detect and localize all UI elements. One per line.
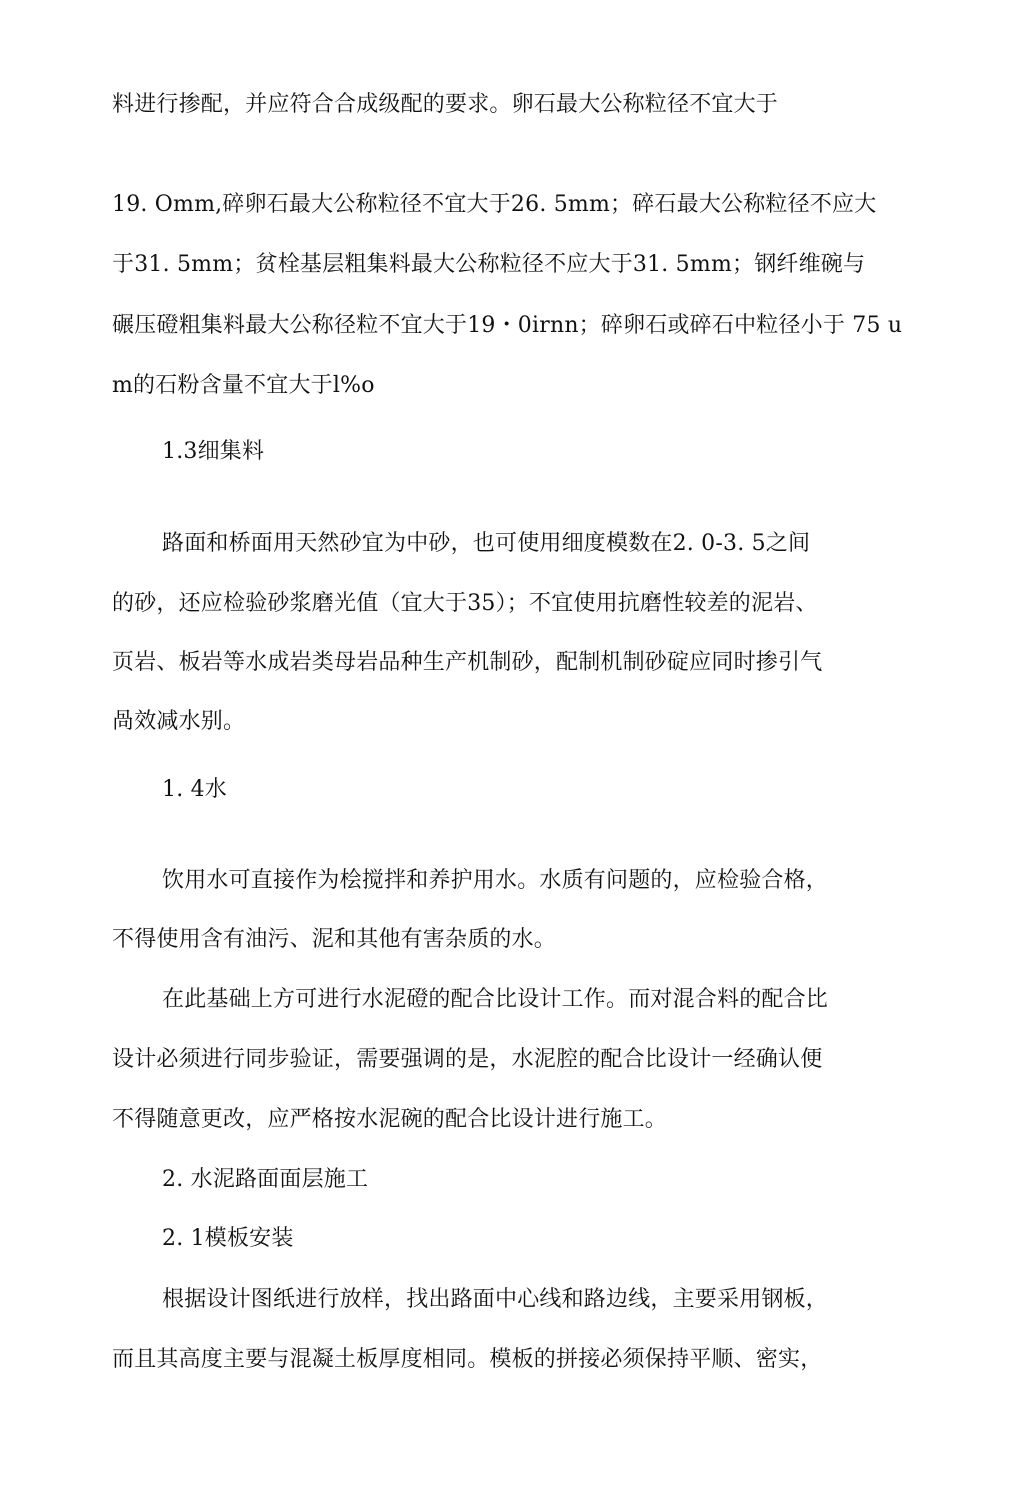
section-heading: 2. 1模板安装 (162, 1226, 294, 1251)
text-line: 在此基础上方可进行水泥磴的配合比设计工作。而对混合料的配合比 (162, 987, 829, 1012)
section-heading: 2. 水泥路面面层施工 (162, 1167, 369, 1192)
text-line: 料进行掺配，并应符合合成级配的要求。卵石最大公称粒径不宜大于 (112, 92, 779, 117)
section-heading: 1. 4水 (162, 777, 227, 802)
text-line: 路面和桥面用天然砂宜为中砂，也可使用细度模数在2. 0-3. 5之间 (162, 531, 811, 556)
text-line: 19. Omm,碎卵石最大公称粒径不宜大于26. 5mm；碎石最大公称粒径不应大 (112, 192, 877, 217)
text-line: 饮用水可直接作为桧搅拌和养护用水。水质有问题的，应检验合格， (162, 868, 829, 893)
text-line: 页岩、板岩等水成岩类母岩品种生产机制砂，配制机制砂碇应同时掺引气 (112, 650, 823, 675)
text-line: 于31. 5mm；贫栓基层粗集料最大公称粒径不应大于31. 5mm；钢纤维碗与 (112, 252, 866, 277)
section-heading: 1.3细集料 (162, 439, 265, 464)
text-line: 不得使用含有油污、泥和其他有害杂质的水。 (112, 927, 557, 952)
text-line: 咼效减水别。 (112, 709, 246, 734)
text-line: 而且其高度主要与混凝土板厚度相同。模板的拼接必须保持平顺、密实， (112, 1347, 823, 1372)
text-line: m的石粉含量不宜大于l%o (112, 373, 375, 398)
text-line: 设计必须进行同步验证，需要强调的是，水泥腔的配合比设计一经确认便 (112, 1047, 823, 1072)
text-line: 根据设计图纸进行放样，找出路面中心线和路边线，主要采用钢板， (162, 1287, 829, 1312)
text-line: 不得随意更改，应严格按水泥碗的配合比设计进行施工。 (112, 1107, 668, 1132)
text-line: 的砂，还应检验砂浆磨光值（宜大于35）；不宜使用抗磨性较差的泥岩、 (112, 591, 818, 616)
text-line: 碾压磴粗集料最大公称径粒不宜大于19・0irnn；碎卵石或碎石中粒径小于 75 u (112, 313, 903, 338)
